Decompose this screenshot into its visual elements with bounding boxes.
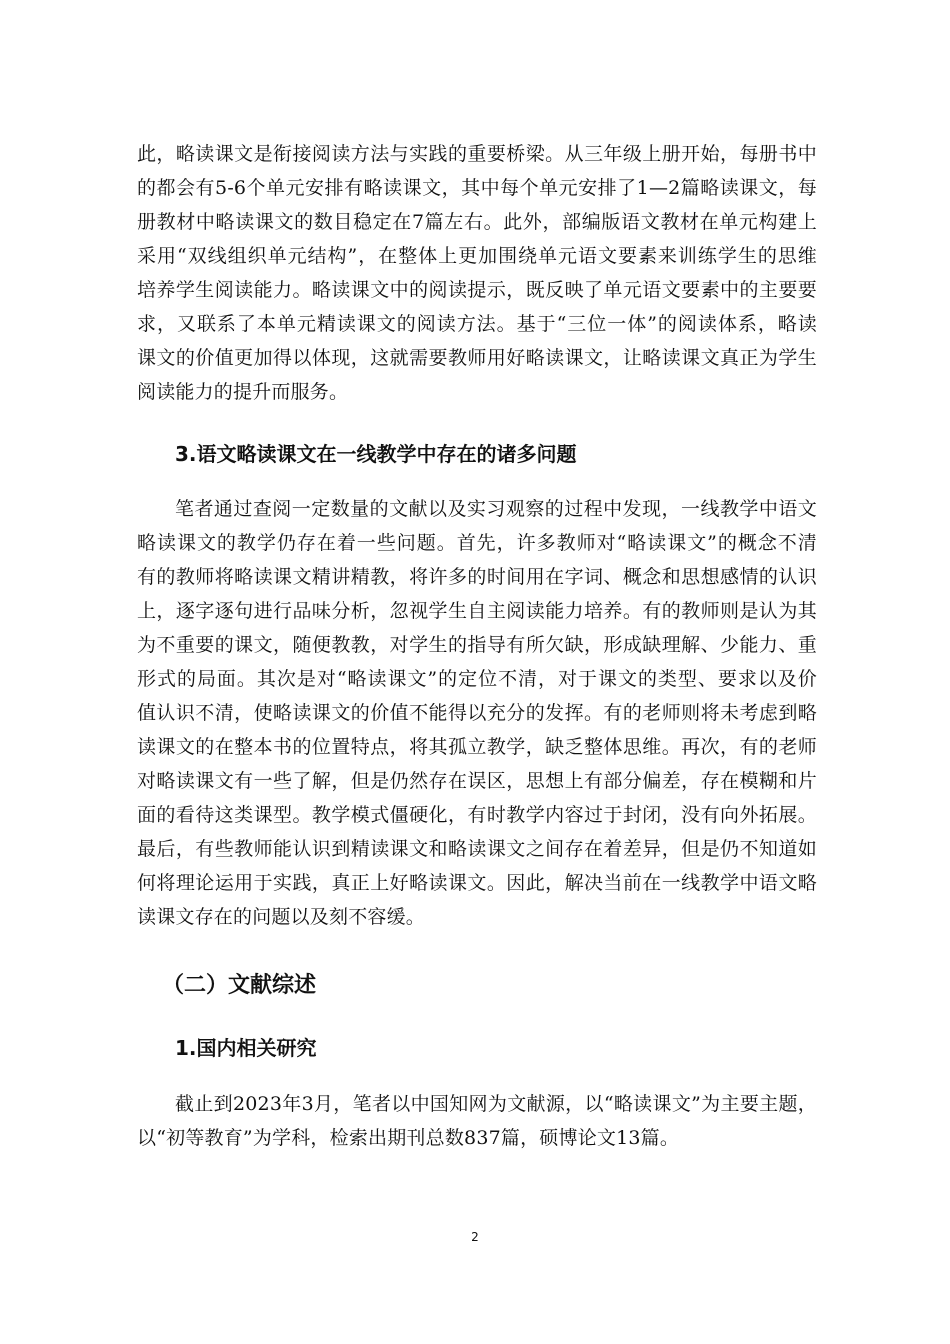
text-line: 截止到2023年3月，笔者以中国知网为文献源，以“略读课文”为主要主题， xyxy=(175,1093,817,1115)
subsection-heading-domestic-research: 1.国内相关研究 xyxy=(175,1036,317,1060)
text-line: 读课文存在的问题以及刻不容缓。 xyxy=(137,906,426,928)
text-line: 阅读能力的提升而服务。 xyxy=(137,381,349,403)
text-line: 笔者通过查阅一定数量的文献以及实习观察的过程中发现，一线教学中语文 xyxy=(175,498,817,520)
text-line: 何将理论运用于实践，真正上好略读课文。因此，解决当前在一线教学中语文略 xyxy=(137,872,817,894)
subsection-heading-problems: 3.语文略读课文在一线教学中存在的诸多问题 xyxy=(175,442,577,466)
text-line: 值认识不清，使略读课文的价值不能得以充分的发挥。有的老师则将未考虑到略 xyxy=(137,702,817,724)
text-line: 此，略读课文是衔接阅读方法与实践的重要桥梁。从三年级上册开始，每册书中 xyxy=(137,143,817,165)
body-paragraph-1 xyxy=(137,137,817,409)
body-paragraph-2 xyxy=(137,492,817,934)
text-line: 采用“双线组织单元结构”，在整体上更加围绕单元语文要素来训练学生的思维 xyxy=(137,245,817,267)
text-line: 对略读课文有一些了解，但是仍然存在误区，思想上有部分偏差，存在模糊和片 xyxy=(137,770,817,792)
text-line: 读课文的在整本书的位置特点，将其孤立教学，缺乏整体思维。再次，有的老师 xyxy=(137,736,817,758)
body-paragraph-3 xyxy=(137,1087,817,1155)
text-line: 册教材中略读课文的数目稳定在7篇左右。此外，部编版语文教材在单元构建上 xyxy=(137,211,817,233)
text-line: 形式的局面。其次是对“略读课文”的定位不清，对于课文的类型、要求以及价 xyxy=(137,668,817,690)
text-line: 以“初等教育”为学科，检索出期刊总数837篇，硕博论文13篇。 xyxy=(137,1127,680,1149)
text-line: 的都会有5-6个单元安排有略读课文，其中每个单元安排了1—2篇略读课文，每 xyxy=(137,177,817,199)
text-line: 面的看待这类课型。教学模式僵硬化，有时教学内容过于封闭，没有向外拓展。 xyxy=(137,804,817,826)
page-number: 2 xyxy=(471,1230,479,1244)
text-line: 课文的价值更加得以体现，这就需要教师用好略读课文，让略读课文真正为学生 xyxy=(137,347,817,369)
text-line: 培养学生阅读能力。略读课文中的阅读提示，既反映了单元语文要素中的主要要 xyxy=(137,279,817,301)
text-line: 最后，有些教师能认识到精读课文和略读课文之间存在着差异，但是仍不知道如 xyxy=(137,838,817,860)
text-line: 为不重要的课文，随便教教，对学生的指导有所欠缺，形成缺理解、少能力、重 xyxy=(137,634,817,656)
text-line: 略读课文的教学仍存在着一些问题。首先，许多教师对“略读课文”的概念不清 xyxy=(137,532,817,554)
text-line: 有的教师将略读课文精讲精教，将许多的时间用在字词、概念和思想感情的认识 xyxy=(137,566,817,588)
text-line: 求，又联系了本单元精读课文的阅读方法。基于“三位一体”的阅读体系，略读 xyxy=(137,313,817,335)
text-line: 上，逐字逐句进行品味分析，忽视学生自主阅读能力培养。有的教师则是认为其 xyxy=(137,600,817,622)
section-heading-literature-review: （二）文献综述 xyxy=(162,973,317,998)
